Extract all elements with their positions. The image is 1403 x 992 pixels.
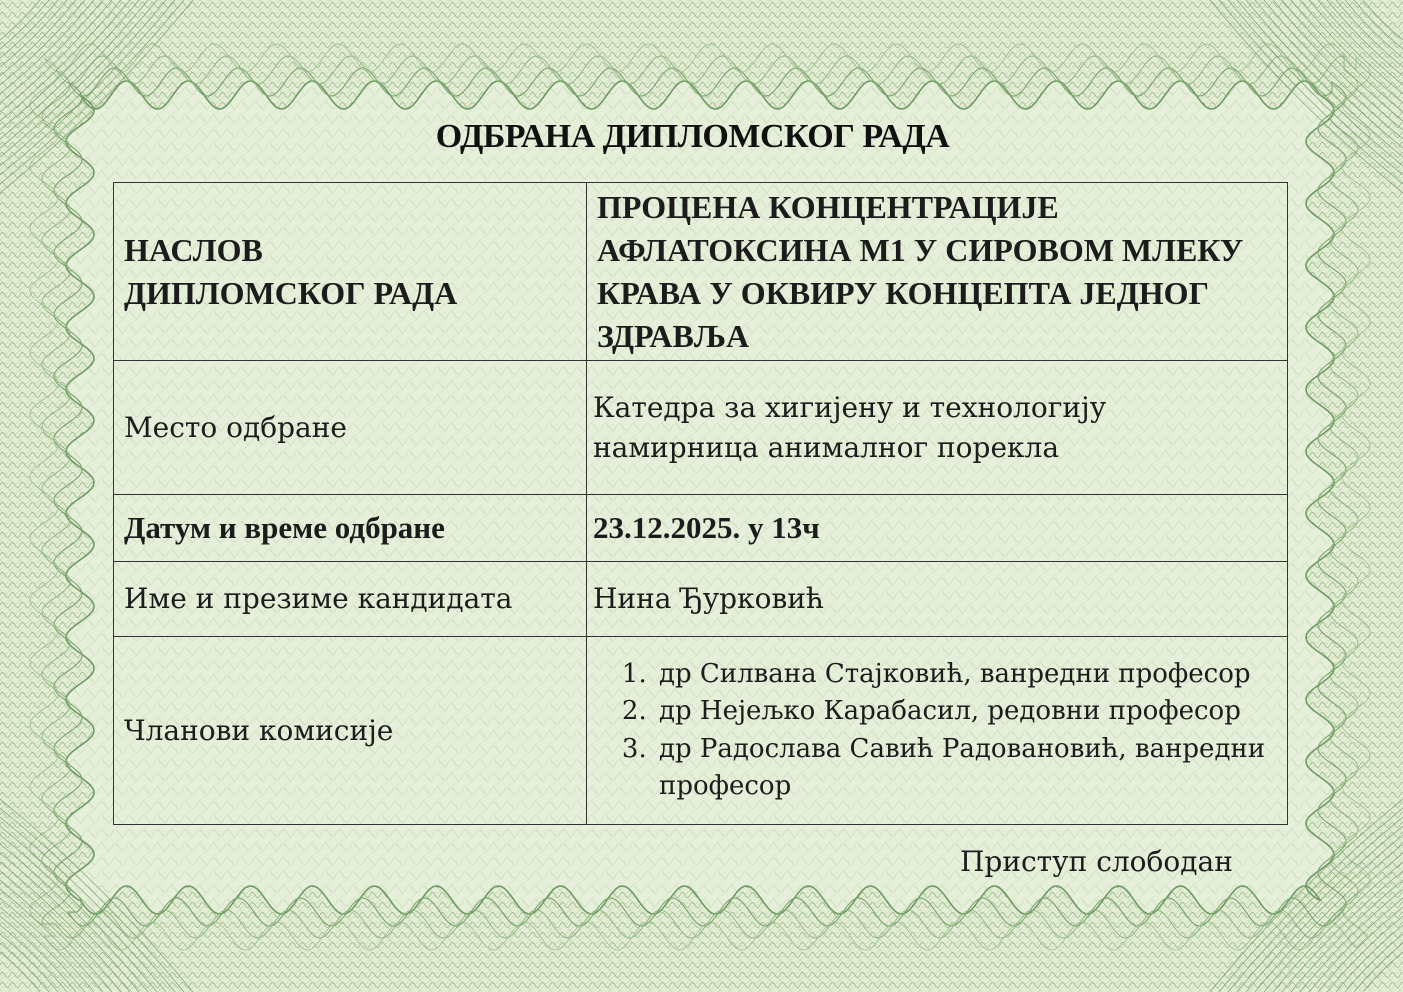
table-row [114, 183, 1288, 361]
list-item: 2. др Нејељко Карабасил, редовни професор [655, 693, 1277, 731]
table-row [114, 361, 1288, 495]
table-row [114, 637, 1288, 825]
candidate-name-label: Име и презиме кандидата [114, 562, 587, 637]
candidate-name-value: Нина Ђурковић [587, 562, 1288, 637]
committee-list [597, 656, 1277, 806]
list-item: 3. др Радослава Савић Радовановић, ванредни професор [655, 731, 1277, 806]
thesis-title-label: НАСЛОВ ДИПЛОМСКОГ РАДА [114, 183, 587, 361]
page-title: ОДБРАНА ДИПЛОМСКОГ РАДА [435, 118, 950, 155]
committee-value [587, 637, 1288, 825]
defense-place-label: Место одбране [114, 361, 587, 495]
table-row [114, 562, 1288, 637]
defense-datetime-label: Датум и време одбране [114, 495, 587, 562]
defense-place-value: Катедра за хигијену и технологију намирница анималног порекла [587, 361, 1288, 495]
table-row [114, 495, 1288, 562]
list-item: 1. др Силвана Стајковић, ванредни професор [655, 656, 1277, 694]
defense-datetime-value: 23.12.2025. у 13ч [587, 495, 1288, 562]
thesis-title-value: ПРОЦЕНА КОНЦЕНТРАЦИЈЕ АФЛАТОКСИНА М1 У СИРОВОМ МЛЕКУ КРАВА У ОКВИРУ КОНЦЕПТА ЈЕДНОГ ЗДРАВЉА [587, 183, 1288, 361]
committee-label: Чланови комисије [114, 637, 587, 825]
defense-info-table [113, 182, 1288, 825]
access-note: Приступ слободан [960, 845, 1233, 878]
